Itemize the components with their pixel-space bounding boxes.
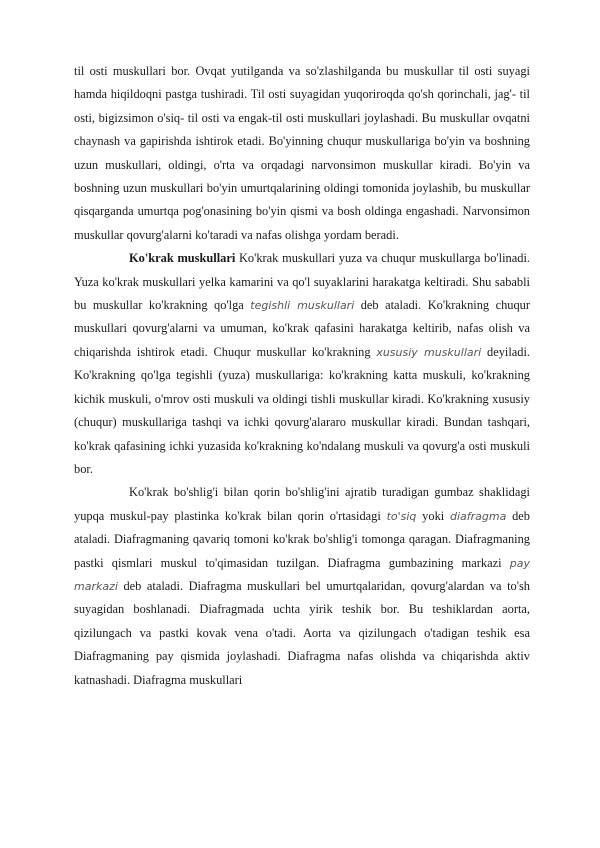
document-page [74, 60, 530, 692]
term-diaphragm: diafragma [449, 509, 507, 523]
text-run: deb ataladi. Diafragmaning qavariq tomoni ko'krak bo'shlig'i tomonga qaragan. Diafragmaning pastki qismlari muskul to'qimasidan tuzilgan. Diafragma gumbazining markazi [74, 508, 530, 570]
term-septum: to'siq [386, 509, 417, 523]
term-tendon-center: pay markazi [74, 556, 530, 593]
text-run: deyiladi. Ko'krakning qo'lga tegishli (yuza) muskullariga: ko'krakning katta muskuli, ko'krakning kichik muskuli, o'mrov osti muskuli va oldingi tishli muskullar kiradi. Ko'krakning xususiy (chuqur) muskullariga tashqi va ichki qovurg'alararo muskullar kiradi. Bundan tashqari, ko'krak qafasining ichki yuzasida ko'krakning ko'ndalang muskuli va qovurg'a osti muskuli bor. [74, 344, 531, 476]
text-run: deb ataladi. Diafragma muskullari bel umurtqalaridan, qovurg'alardan va to'sh suyagidan boshlanadi. Diafragmada uchta yirik teshik bor. Bu teshiklardan aorta, qizilungach va pastki kovak vena o'tadi. Aorta va qizilungach o'tadigan teshik esa Diafragmaning pay qismida joylashadi. Diafragma nafas olishda va chiqarishda aktiv katnashadi. Diafragma muskullari [74, 578, 530, 687]
paragraph-neck-muscles: til osti muskullari bor. Ovqat yutilganda va so'zlashilganda bu muskullar til osti suyagi hamda hiqildoqni pastga tushiradi. Til osti suyagidan yuqoriroqda qo'sh qorinchali, jag'- til osti, bigizsimon o'siq- til osti va engak-til osti muskullari joylashadi. Bu muskullar ovqatni chaynash va gapirishda ishtirok etadi. Bo'yinning chuqur muskullariga bo'yin va boshning uzun muskullari, oldingi, o'rta va orqadagi narvonsimon muskullar kiradi. Bo'yin va boshning uzun muskullari bo'yin umurtqalarining oldingi tomonida joylashib, bu muskullar qisqarganda umurtqa pog'onasining bo'yin qismi va bosh oldinga engashadi. Narvonsimon muskullar qovurg'alarni ko'taradi va nafas olishga yordam beradi. [74, 64, 530, 242]
paragraph-chest-muscles [74, 247, 530, 481]
section-heading-chest-muscles: Ko'krak muskullari [129, 251, 236, 266]
text-run: yoki [416, 508, 450, 523]
paragraph-diaphragm [74, 481, 530, 692]
term-own-muscles: xususiy muskullari [376, 345, 482, 359]
text-run: deb ataladi. Ko'krakning chuqur muskullari qovurg'alarni va umuman, ko'krak qafasini harakatga keltirib, nafas olish va chiqarishda ishtirok etadi. Chuqur muskullar ko'krakning [74, 298, 530, 359]
text-run: Ko'krak muskullari yuza va chuqur muskullarga bo'linadi. Yuza ko'krak muskullari yelka kamarini va qo'l suyaklarini harakatga keltiradi. Shu sababli bu muskullar ko'krakning qo'lga [74, 251, 530, 313]
term-limb-muscles: tegishli muskullari [250, 299, 355, 313]
text-run: Ko'krak bo'shlig'i bilan qorin bo'shlig'ini ajratib turadigan gumbaz shaklidagi yupqa muskul-pay plastinka ko'krak bilan qorin o'rtasidagi [74, 485, 530, 523]
